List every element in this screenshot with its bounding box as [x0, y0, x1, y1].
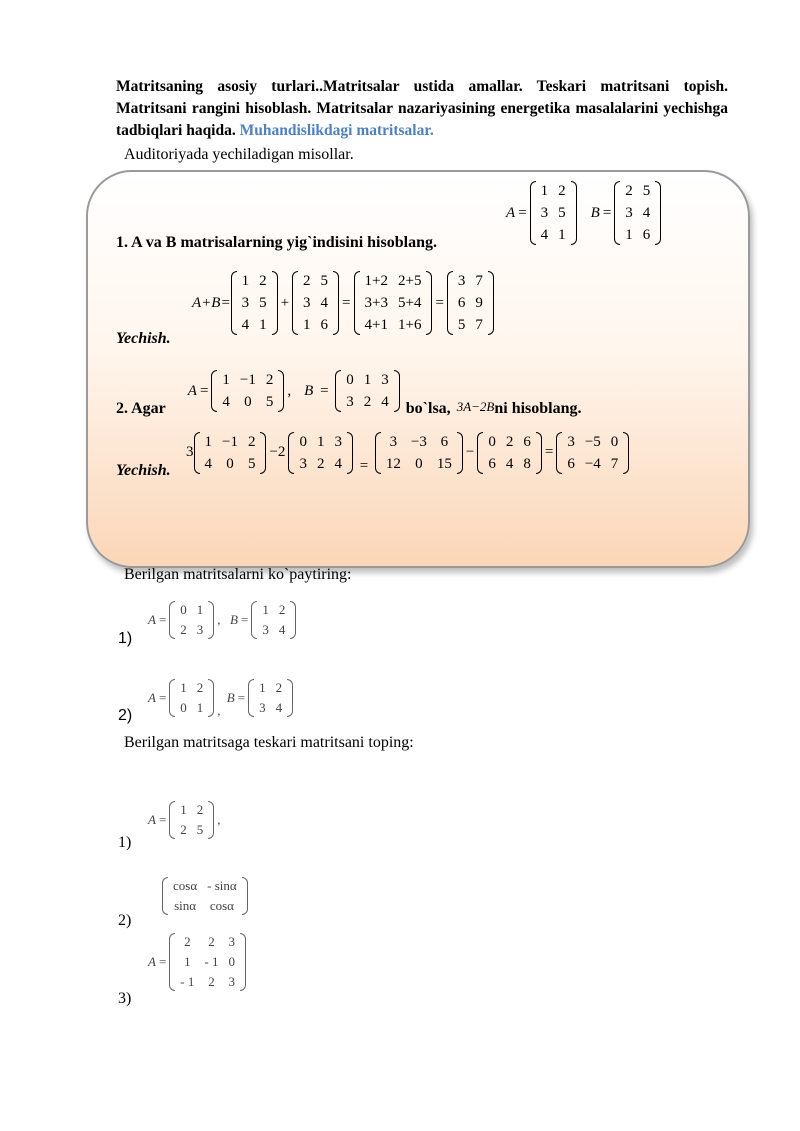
- matrix-cell: 3+3: [364, 295, 388, 311]
- matrix-row: [536, 224, 571, 246]
- matrix-cell: 3: [540, 205, 549, 221]
- matrix-table: [175, 932, 240, 992]
- matrix-table: [298, 270, 333, 336]
- matrix-cell: 1: [625, 227, 633, 243]
- matrix-cell: 7: [475, 317, 483, 333]
- inverse-1-number: 1): [118, 834, 132, 851]
- matrix-cell: 1+6: [397, 317, 422, 333]
- matrix-table: [620, 180, 655, 246]
- matrix-cell: 4: [642, 205, 651, 221]
- solution2-matrix-2: [288, 431, 353, 475]
- matrix-cell: 1: [222, 372, 230, 388]
- matrix-row: [294, 453, 347, 475]
- problem2-line: 2. Agar A = 1 −1 2 4 0 5 , B = 0 1 3 3 2 4 bo`lsa, 3A−2B ni hisoblang.: [116, 364, 582, 418]
- matrix-cell: 6: [642, 227, 651, 243]
- inverse-2-number: 2): [118, 912, 132, 929]
- matrix-table: [536, 180, 571, 246]
- solution1-matrix-result: [447, 270, 494, 336]
- matrix-row: [175, 620, 208, 640]
- matrix-row: [453, 292, 488, 314]
- matrix-cell: cosα: [173, 878, 198, 893]
- matrix-table: [217, 369, 278, 413]
- matrix-table: [237, 270, 272, 336]
- matrix-cell: 3: [241, 295, 250, 311]
- heading-text: Matritsaning asosiy turlari..Matritsalar ustida amallar. Teskari matritsani topish. Matritsani rangini hisoblash. Matritsalar nazariyasining energetika masalalarini yechishga tadbiqlari haqida.: [116, 78, 728, 139]
- matrix-cell: 3: [196, 622, 204, 637]
- matrix-table: [453, 270, 488, 336]
- matrix-cell: 0: [226, 455, 234, 472]
- matrix-row: [257, 600, 290, 620]
- matrix-row: [453, 314, 488, 336]
- matrix-cell: 3: [259, 700, 266, 715]
- matrix-cell: 3: [346, 394, 354, 410]
- multiply-1-matrix-b: [251, 600, 296, 640]
- matrix-cell: 2: [208, 934, 215, 949]
- matrix-cell: 1: [262, 602, 269, 617]
- matrix-row: [298, 292, 333, 314]
- matrix-row: [360, 314, 427, 336]
- inverse-2-matrix: [162, 876, 248, 916]
- matrix-cell: 2+5: [397, 273, 422, 289]
- matrix-cell: cosα: [209, 898, 234, 913]
- matrix-cell: 5: [196, 822, 204, 837]
- matrix-row: [341, 369, 394, 391]
- matrix-row: [237, 314, 272, 336]
- multiply-2-matrix-b: [248, 678, 293, 718]
- matrix-cell: 2: [505, 433, 514, 450]
- matrix-cell: 2: [625, 183, 633, 199]
- matrix-row: [257, 620, 290, 640]
- matrix-row: [254, 698, 287, 718]
- matrix-cell: 6: [567, 455, 575, 472]
- multiply-2-matrix-a: [169, 678, 214, 718]
- matrix-cell: 0: [415, 455, 423, 472]
- matrix-row: [483, 431, 536, 453]
- multiply-2-number: 2): [118, 707, 133, 724]
- solution2-matrix-result: [556, 431, 629, 475]
- matrix-cell: 3: [389, 433, 398, 450]
- matrix-cell: 0: [244, 394, 252, 410]
- matrix-cell: 3: [262, 622, 269, 637]
- matrix-table: [175, 678, 208, 718]
- matrix-row: [381, 453, 457, 475]
- matrix-cell: 6: [457, 295, 466, 311]
- matrix-cell: 4+1: [364, 317, 388, 333]
- multiply-title: Berilgan matritsalarni ko`paytiring:: [124, 566, 352, 583]
- matrix-cell: 9: [475, 295, 483, 311]
- matrix-cell: 1: [316, 433, 325, 450]
- matrix-table: [381, 431, 457, 475]
- matrix-cell: 4: [320, 295, 329, 311]
- matrix-row: [453, 270, 488, 292]
- matrix-cell: −1: [239, 372, 256, 388]
- matrix-cell: 0: [299, 433, 307, 450]
- multiply-item-2: A = 1 2 0 1 , B = 1 2 3 4: [148, 677, 293, 719]
- matrix-cell: 1+2: [364, 273, 388, 289]
- problem1-matrices: A = 1 2 3 5 4 1 B = 2 5 3 4 1 6: [506, 180, 661, 246]
- matrix-cell: 4: [505, 455, 514, 472]
- matrix-cell: 7: [610, 455, 619, 472]
- matrix-cell: 2: [278, 602, 286, 617]
- matrix-cell: 0: [180, 602, 187, 617]
- problem2-prefix: 2. Agar: [116, 400, 166, 417]
- matrix-cell: 3: [228, 934, 235, 949]
- solution2-matrix-4: [477, 431, 542, 475]
- document-heading: [116, 76, 728, 142]
- solution1-matrix-a: [231, 270, 278, 336]
- matrix-cell: −4: [584, 455, 601, 472]
- matrix-cell: 2: [208, 974, 215, 989]
- matrix-row: [175, 972, 240, 992]
- matrix-cell: −3: [410, 433, 427, 450]
- matrix-cell: 8: [523, 455, 531, 472]
- matrix-table: [257, 600, 290, 640]
- matrix-row: [562, 431, 623, 453]
- matrix-row: [254, 678, 287, 698]
- matrix-table: [254, 678, 287, 718]
- matrix-cell: 3: [299, 455, 307, 472]
- matrix-table: [483, 431, 536, 475]
- matrix-cell: 3: [457, 273, 466, 289]
- multiply-1-number: 1): [118, 630, 133, 647]
- matrix-row: [536, 202, 571, 224]
- matrix-cell: 1: [180, 802, 187, 817]
- matrix-row: [175, 952, 240, 972]
- inverse-3-number: 3): [118, 990, 132, 1007]
- matrix-cell: 4: [278, 622, 286, 637]
- matrix-cell: 2: [303, 273, 311, 289]
- matrix-cell: 0: [346, 372, 354, 388]
- matrix-row: [217, 391, 278, 413]
- matrix-cell: 5: [320, 273, 329, 289]
- matrix-cell: 0: [610, 433, 619, 450]
- matrix-cell: 4: [275, 700, 283, 715]
- matrix-row: [175, 800, 208, 820]
- matrix-cell: 2: [196, 680, 204, 695]
- matrix-table: [168, 876, 242, 916]
- matrix-cell: 2: [247, 433, 256, 450]
- matrix-cell: 1: [196, 700, 204, 715]
- matrix-cell: 12: [385, 455, 401, 472]
- problem2-suffix: ni hisoblang.: [494, 400, 582, 417]
- matrix-cell: 4: [381, 394, 389, 410]
- heading-highlight: Muhandislikdagi matritsalar.: [239, 122, 434, 139]
- problem2-matrix-a: [211, 369, 284, 413]
- matrix-cell: 4: [204, 455, 212, 472]
- matrix-cell: 1: [259, 680, 266, 695]
- matrix-cell: 1: [241, 273, 250, 289]
- matrix-row: [237, 270, 272, 292]
- matrix-cell: 5: [558, 205, 566, 221]
- matrix-cell: 6: [440, 433, 449, 450]
- problem1-matrix-b: [614, 180, 661, 246]
- multiply-item-1: A = 0 1 2 3 , B = 1 2 3 4: [148, 600, 296, 640]
- matrix-cell: 1: [558, 227, 566, 243]
- matrix-row: [175, 698, 208, 718]
- matrix-row: [200, 431, 261, 453]
- matrix-cell: sinα: [174, 898, 197, 913]
- matrix-table: [562, 431, 623, 475]
- inverse-1-matrix: [169, 800, 214, 840]
- matrix-row: [620, 202, 655, 224]
- matrix-cell: - 1: [204, 954, 219, 969]
- matrix-cell: 1: [303, 317, 311, 333]
- inverse-3-matrix: [169, 932, 246, 992]
- problem2-mid: bo`lsa,: [405, 400, 451, 417]
- matrix-cell: 5: [642, 183, 651, 199]
- inverse-item-1: A = 1 2 2 5 ,: [148, 800, 224, 840]
- matrix-cell: 3: [567, 433, 575, 450]
- matrix-cell: −5: [584, 433, 601, 450]
- matrix-cell: 1: [204, 433, 212, 450]
- matrix-row: [175, 820, 208, 840]
- problem1-matrix-a: [530, 180, 577, 246]
- matrix-cell: 5: [259, 295, 267, 311]
- matrix-row: [217, 369, 278, 391]
- inverse-title: Berilgan matritsaga teskari matritsani toping:: [124, 734, 414, 751]
- matrix-row: [237, 292, 272, 314]
- matrix-cell: 5: [247, 455, 256, 472]
- matrix-cell: 6: [320, 317, 329, 333]
- matrix-cell: 5: [457, 317, 466, 333]
- matrix-cell: 2: [180, 822, 187, 837]
- inverse-item-2: [162, 876, 248, 916]
- problem1-text: [116, 234, 437, 252]
- problem1-statement: 1. A va B matrisalarning yig`indisini hisoblang.: [116, 234, 437, 251]
- solution1-equation: A+B= 1 2 3 5 4 1 + 2 5 3 4 1 6 = 1+2 2+5 3+3 5+4 4+1 1+6 = 3 7 6 9 5 7: [192, 270, 494, 336]
- matrix-row: [294, 431, 347, 453]
- matrix-cell: 3: [381, 372, 389, 388]
- matrix-cell: 1: [196, 602, 204, 617]
- matrix-cell: 1: [184, 954, 191, 969]
- solution1-matrix-sum: [354, 270, 433, 336]
- matrix-cell: 0: [228, 954, 235, 969]
- problem2-expr: 3A−2B: [456, 399, 495, 414]
- matrix-row: [298, 314, 333, 336]
- matrix-cell: 1: [540, 183, 549, 199]
- matrix-cell: 2: [180, 622, 187, 637]
- solution2-equation: 3 1 −1 2 4 0 5 −2 0 1 3 3 2 4 = 3 −3 6 12 0 15 − 0 2 6 6 4 8 = 3 −5 0 6 −4 7: [186, 430, 629, 475]
- matrix-cell: 5: [265, 394, 274, 410]
- matrix-cell: 4: [540, 227, 549, 243]
- matrix-cell: 1: [363, 372, 372, 388]
- matrix-cell: −1: [222, 433, 238, 450]
- matrix-cell: 2: [184, 934, 191, 949]
- problem2-matrix-b: [335, 369, 400, 413]
- matrix-table: [294, 431, 347, 475]
- matrix-cell: 3: [334, 433, 342, 450]
- matrix-cell: 7: [475, 273, 483, 289]
- multiply-1-matrix-a: [169, 600, 214, 640]
- matrix-cell: 3: [228, 974, 235, 989]
- matrix-cell: 5+4: [397, 295, 422, 311]
- matrix-row: [536, 180, 571, 202]
- matrix-row: [200, 453, 261, 475]
- inverse-item-3: A = 2 2 3 1 - 1 0 - 1 2 3: [148, 932, 246, 992]
- matrix-row: [168, 896, 242, 916]
- matrix-cell: 2: [316, 455, 325, 472]
- matrix-cell: 6: [488, 455, 496, 472]
- solution2-label: Yechish.: [116, 462, 171, 479]
- matrix-cell: 2: [363, 394, 372, 410]
- matrix-row: [620, 224, 655, 246]
- matrix-table: [200, 431, 261, 475]
- matrix-cell: - 1: [180, 974, 195, 989]
- solution1-matrix-b: [292, 270, 339, 336]
- matrix-cell: 6: [523, 433, 531, 450]
- matrix-cell: - sinα: [207, 878, 237, 893]
- matrix-row: [360, 292, 427, 314]
- matrix-row: [341, 391, 394, 413]
- matrix-row: [168, 876, 242, 896]
- matrix-cell: 2: [275, 680, 283, 695]
- matrix-cell: 3: [625, 205, 633, 221]
- matrix-table: [341, 369, 394, 413]
- matrix-cell: 2: [265, 372, 274, 388]
- matrix-row: [381, 431, 457, 453]
- matrix-cell: 15: [436, 455, 452, 472]
- matrix-cell: 1: [259, 317, 267, 333]
- subheading: Auditoriyada yechiladigan misollar.: [124, 146, 354, 163]
- matrix-cell: 0: [488, 433, 496, 450]
- solution1-lhs: A+B=: [192, 294, 231, 311]
- matrix-row: [175, 600, 208, 620]
- matrix-cell: 2: [196, 802, 204, 817]
- matrix-row: [562, 453, 623, 475]
- matrix-row: [175, 678, 208, 698]
- matrix-cell: 4: [222, 394, 230, 410]
- matrix-cell: 4: [241, 317, 250, 333]
- matrix-row: [620, 180, 655, 202]
- matrix-row: [298, 270, 333, 292]
- matrix-row: [175, 932, 240, 952]
- matrix-cell: 2: [259, 273, 267, 289]
- matrix-row: [483, 453, 536, 475]
- matrix-table: [360, 270, 427, 336]
- solution1-label: Yechish.: [116, 330, 171, 347]
- matrix-row: [360, 270, 427, 292]
- matrix-cell: 3: [303, 295, 311, 311]
- matrix-cell: 0: [180, 700, 187, 715]
- matrix-table: [175, 600, 208, 640]
- solution2-matrix-1: [194, 431, 267, 475]
- solution2-matrix-3: [375, 431, 463, 475]
- matrix-table: [175, 800, 208, 840]
- matrix-cell: 4: [334, 455, 342, 472]
- matrix-cell: 1: [180, 680, 187, 695]
- matrix-cell: 2: [558, 183, 566, 199]
